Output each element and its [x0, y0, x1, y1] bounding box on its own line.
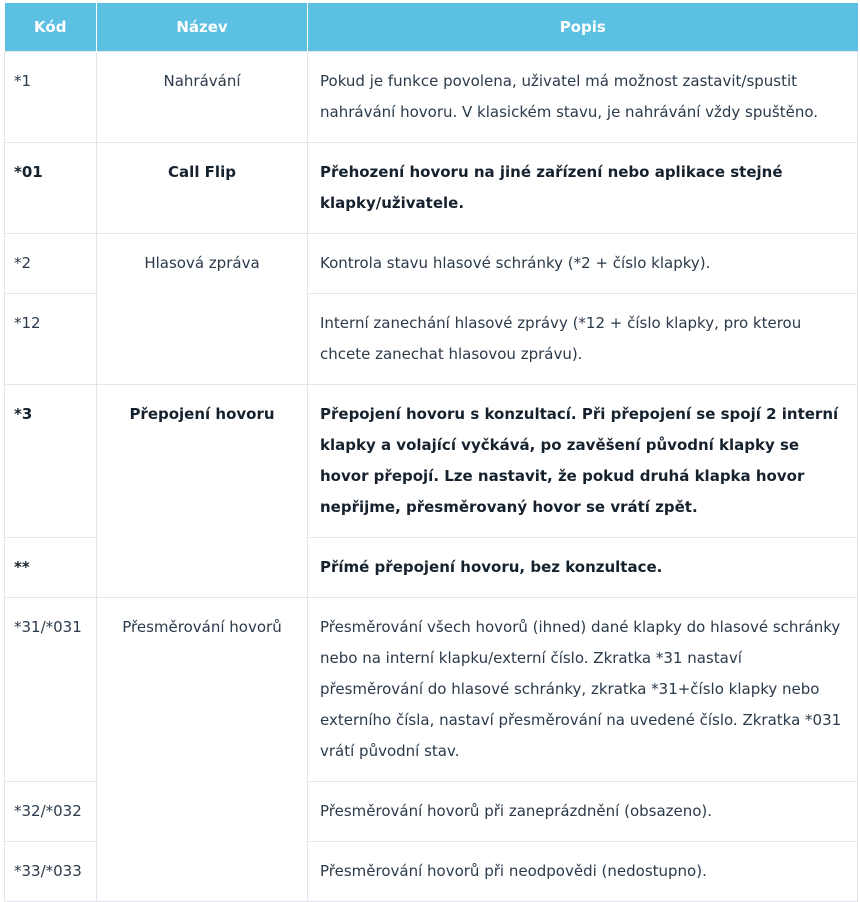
feature-codes-table: [4, 3, 858, 902]
code-cell: *12: [5, 294, 97, 385]
table-row: [5, 385, 858, 538]
description-cell: Přesměrování hovorů při neodpovědi (nedostupno).: [308, 842, 858, 902]
code-cell: *2: [5, 234, 97, 294]
header-popis: Popis: [308, 3, 858, 52]
description-cell: Přehození hovoru na jiné zařízení nebo aplikace stejné klapky/uživatele.: [308, 143, 858, 234]
description-cell: Přepojení hovoru s konzultací. Při přepojení se spojí 2 interní klapky a volající vyčkává, po zavěšení původní klapky se hovor přepojí. Lze nastavit, že pokud druhá klapka hovor nepřijme, přesměrovaný hovor se vrátí zpět.: [308, 385, 858, 538]
description-cell: Pokud je funkce povolena, uživatel má možnost zastavit/spustit nahrávání hovoru. V klasickém stavu, je nahrávání vždy spuštěno.: [308, 52, 858, 143]
code-cell: *32/*032: [5, 782, 97, 842]
name-cell: Hlasová zpráva: [97, 234, 308, 385]
description-cell: Přímé přepojení hovoru, bez konzultace.: [308, 538, 858, 598]
name-cell: Přesměrování hovorů: [97, 598, 308, 902]
code-cell: *31/*031: [5, 598, 97, 782]
table-row: [5, 598, 858, 782]
name-cell: Přepojení hovoru: [97, 385, 308, 598]
code-cell: **: [5, 538, 97, 598]
description-cell: Přesměrování všech hovorů (ihned) dané klapky do hlasové schránky nebo na interní klapku/externí číslo. Zkratka *31 nastaví přesměrování do hlasové schránky, zkratka *31+číslo klapky nebo externího čísla, nastaví přesměrování na uvedené číslo. Zkratka *031 vrátí původní stav.: [308, 598, 858, 782]
code-cell: *3: [5, 385, 97, 538]
name-cell: Call Flip: [97, 143, 308, 234]
name-cell: Nahrávání: [97, 52, 308, 143]
header-kod: Kód: [5, 3, 97, 52]
header-nazev: Název: [97, 3, 308, 52]
code-cell: *33/*033: [5, 842, 97, 902]
code-cell: *1: [5, 52, 97, 143]
table-row: [5, 234, 858, 294]
table-row: [5, 52, 858, 143]
code-cell: *01: [5, 143, 97, 234]
description-cell: Interní zanechání hlasové zprávy (*12 + číslo klapky, pro kterou chcete zanechat hlasovou zprávu).: [308, 294, 858, 385]
description-cell: Kontrola stavu hlasové schránky (*2 + číslo klapky).: [308, 234, 858, 294]
table-row: [5, 143, 858, 234]
table-header-row: [5, 3, 858, 52]
description-cell: Přesměrování hovorů při zaneprázdnění (obsazeno).: [308, 782, 858, 842]
